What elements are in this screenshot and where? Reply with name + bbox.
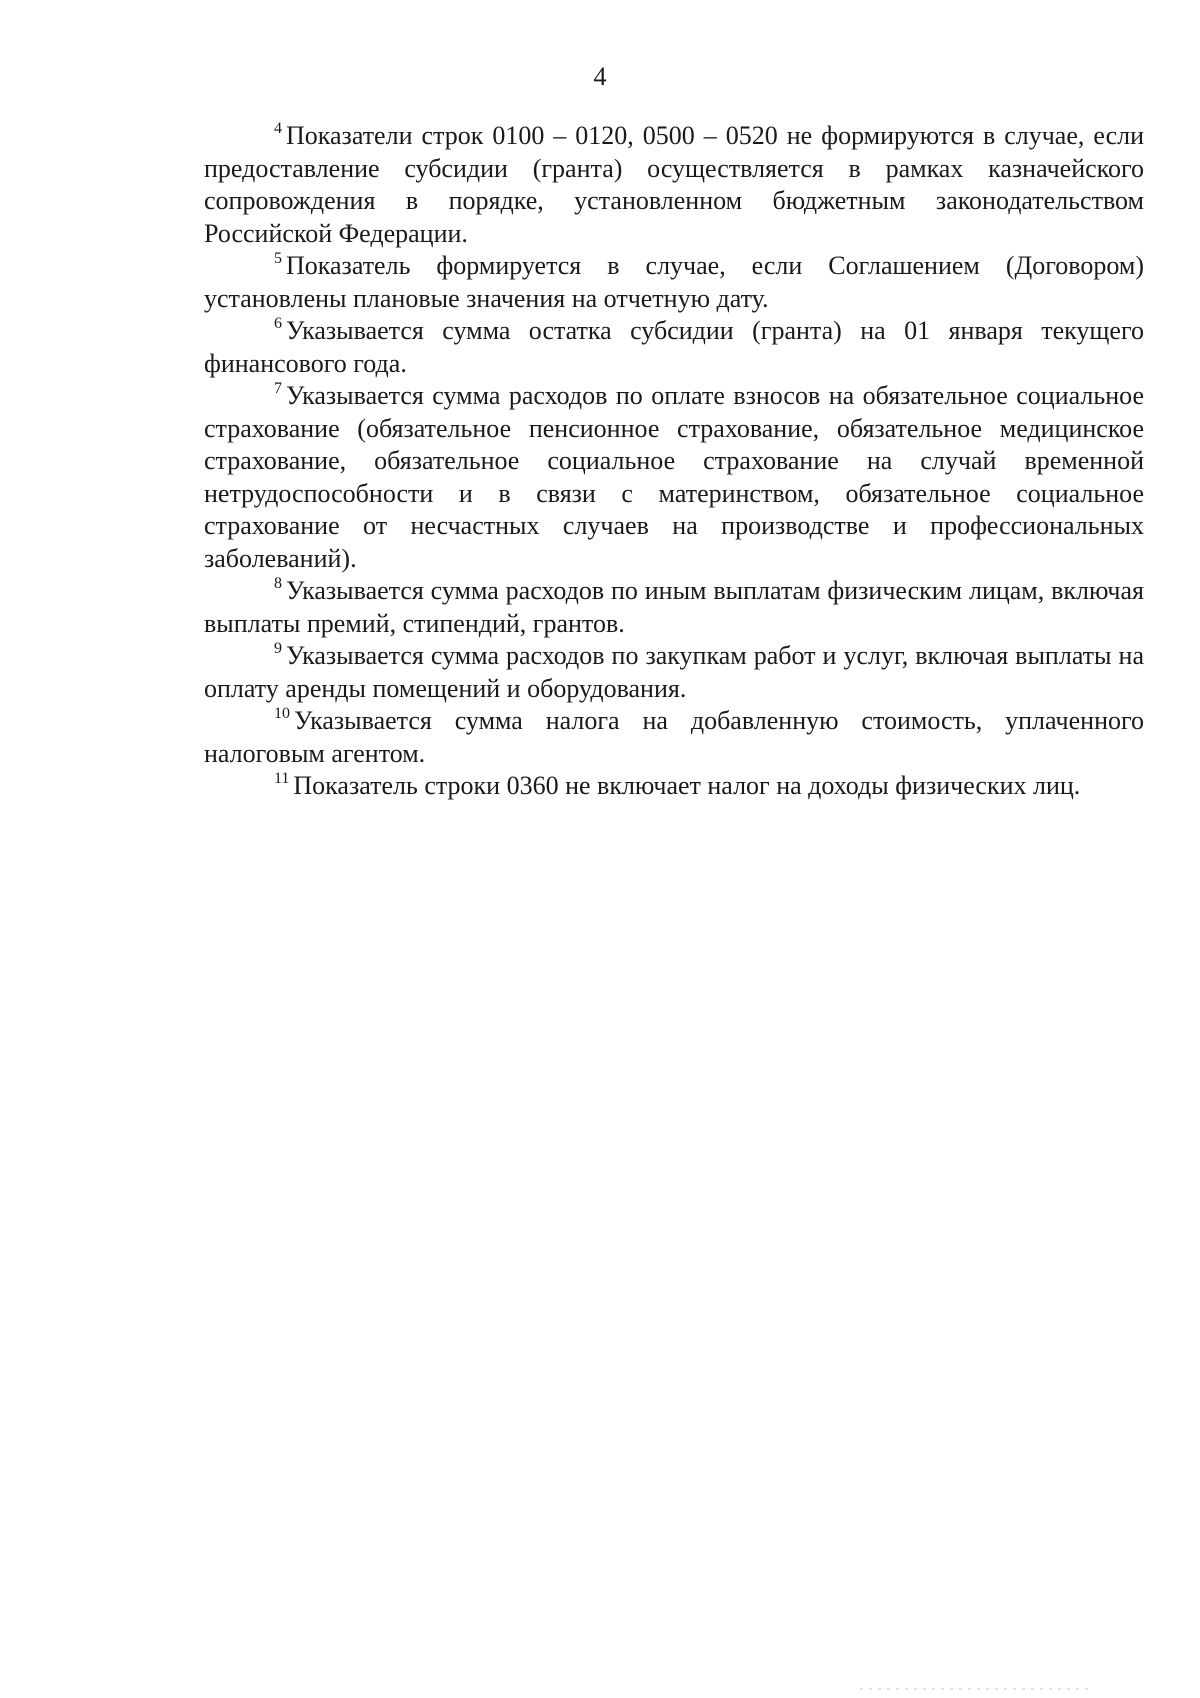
footnote-mark: 9	[274, 640, 282, 657]
footnote-6	[204, 315, 1144, 380]
footnote-text: Указывается сумма расходов по оплате взносов на обязательное социальное страхование (обязательное пенсионное страхование, обязательное медицинское страхование, обязательное социальное страхование на случай временной нетрудоспособности и в связи с материнством, обязательное социальное страхование от несчастных случаев на производстве и профессиональных заболеваний).	[204, 381, 1144, 573]
footnote-mark: 4	[274, 120, 282, 137]
scan-artifact	[860, 1688, 1090, 1690]
footnote-text: Показатель строки 0360 не включает налог на доходы физических лиц.	[293, 771, 1081, 800]
footnote-text: Указывается сумма остатка субсидии (гранта) на 01 января текущего финансового года.	[204, 316, 1144, 378]
footnote-text: Указывается сумма расходов по иным выплатам физическим лицам, включая выплаты премий, стипендий, грантов.	[204, 576, 1144, 638]
footnote-mark: 10	[274, 705, 290, 722]
footnote-mark: 7	[274, 380, 282, 397]
footnote-7	[204, 380, 1144, 575]
footnote-mark: 6	[274, 315, 282, 332]
footnote-text: Указывается сумма налога на добавленную стоимость, уплаченного налоговым агентом.	[204, 706, 1144, 768]
footnote-mark: 8	[274, 575, 282, 592]
footnote-mark: 5	[274, 250, 282, 267]
footnote-10	[204, 705, 1144, 770]
footnote-mark: 11	[274, 770, 290, 787]
footnote-text: Показатели строк 0100 – 0120, 0500 – 0520 не формируются в случае, если предоставление субсидии (гранта) осуществляется в рамках казначейского сопровождения в порядке, установленном бюджетным законодательством Российской Федерации.	[204, 121, 1144, 248]
footnote-text: Указывается сумма расходов по закупкам работ и услуг, включая выплаты на оплату аренды помещений и оборудования.	[204, 641, 1144, 703]
footnotes-list	[204, 120, 1144, 803]
footnote-4	[204, 120, 1144, 250]
page-number: 4	[593, 62, 607, 91]
footnote-5	[204, 250, 1144, 315]
footnote-text: Показатель формируется в случае, если Соглашением (Договором) установлены плановые значения на отчетную дату.	[204, 251, 1144, 313]
footnote-11	[204, 770, 1144, 803]
footnote-8	[204, 575, 1144, 640]
footnote-9	[204, 640, 1144, 705]
